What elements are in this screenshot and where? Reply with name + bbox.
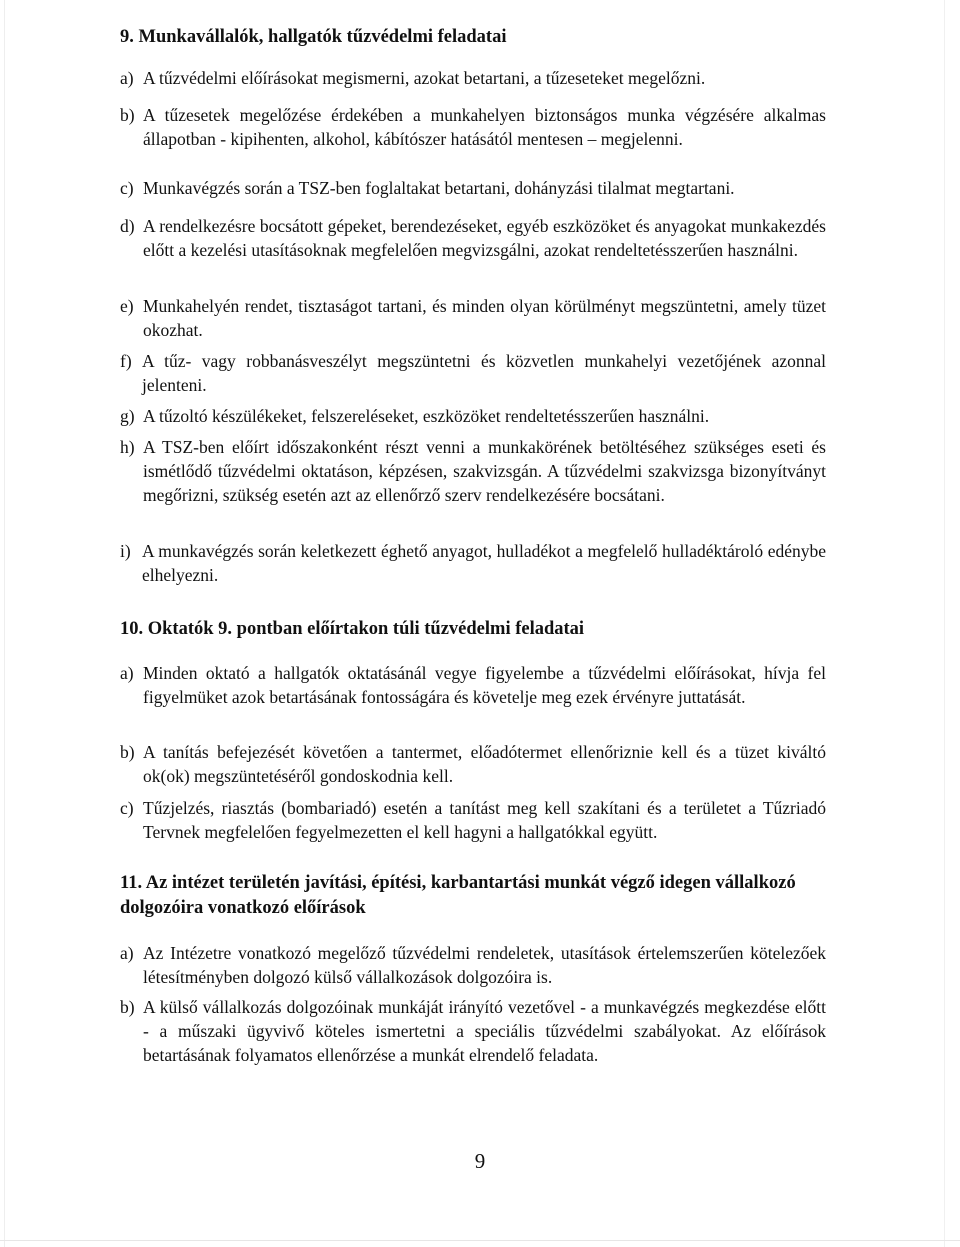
item-text: Az Intézetre vonatkozó megelőző tűzvédelmi rendeletek, utasítások értelemszerűen kötelezőek létesítményben dolgozó külső vállalkozások dolgozóira is. [143,943,826,987]
item-text: A TSZ-ben előírt időszakonként részt venni a munkakörének betöltéséhez szükséges eseti és ismétlődő tűzvédelmi oktatáson, képzésen, szakvizsgán. A tűzvédelmi szakvizsga bizonyítványt megőrizni, szükség esetén azt az ellenőrző szerv rendelkezésére bocsátani. [143,437,826,505]
list-item [120,435,826,507]
item-label: e) [120,296,134,316]
list-item [120,796,826,844]
item-text: A tanítás befejezését követően a tantermet, előadótermet ellenőriznie kell és a tüzet kiváltó ok(ok) megszüntetéséről gondoskodnia kell. [143,742,826,786]
section-heading: 11. Az intézet területén javítási, építési, karbantartási munkát végző idegen vállalkozó dolgozóira vonatkozó előírások [120,873,796,918]
item-label: b) [120,105,135,125]
scan-edge-bottom [0,1240,960,1241]
item-text: A rendelkezésre bocsátott gépeket, berendezéseket, egyéb eszközöket és anyagokat munkakezdés előtt a kezelési utasításoknak megfelelően megvizsgálni, azokat rendeltetésszerűen használni. [143,216,826,260]
list-item [120,941,826,989]
item-label: a) [120,663,134,683]
item-label: h) [120,437,135,457]
item-label: c) [120,798,134,818]
list-item [120,404,826,428]
item-text: Minden oktató a hallgatók oktatásánál vegye figyelembe a tűzvédelmi előírásokat, hívja fel figyelmüket azok betartásának fontosságára és követelje meg ezek érvényre juttatását. [143,663,826,707]
list-item [120,539,826,587]
scan-edge-right [944,0,945,1247]
list-item [120,740,826,788]
item-text: A külső vállalkozás dolgozóinak munkáját irányító vezetővel - a munkavégzés megkezdése előtt - a műszaki ügyvivő köteles ismertetni a speciális tűzvédelmi szabályokat. Az előírások betartásának folyamatos ellenőrzése a munkát elrendelő feladata. [143,997,826,1065]
list-item [120,176,826,200]
item-text: A tűzvédelmi előírásokat megismerni, azokat betartani, a tűzeseteket megelőzni. [143,68,706,88]
item-label: d) [120,216,135,236]
page-number: 9 [474,1149,486,1173]
list-item [120,214,826,262]
item-text: Munkahelyén rendet, tisztaságot tartani, és minden olyan körülményt megszüntetni, amely tüzet okozhat. [143,296,826,340]
item-label: a) [120,943,134,963]
list-item [120,995,826,1067]
item-label: i) [120,541,131,561]
list-item [120,294,826,342]
list-item [120,661,826,709]
list-item [120,349,826,397]
item-text: Tűzjelzés, riasztás (bombariadó) esetén a tanítást meg kell szakítani és a területet a Tűzriadó Tervnek megfelelően fegyelmezetten el kell hagyni a hallgatókkal együtt. [143,798,826,842]
item-text: Munkavégzés során a TSZ-ben foglaltakat betartani, dohányzási tilalmat megtartani. [143,178,735,198]
item-label: b) [120,997,135,1017]
item-text: A munkavégzés során keletkezett éghető anyagot, hulladékot a megfelelő hulladéktároló edénybe elhelyezni. [142,541,826,585]
list-item [120,66,826,90]
scan-edge-left [4,0,5,1247]
item-label: c) [120,178,134,198]
section-heading: 9. Munkavállalók, hallgatók tűzvédelmi feladatai [120,27,507,47]
item-text: A tűzesetek megelőzése érdekében a munkahelyen biztonságos munka végzésére alkalmas állapotban - kipihenten, alkohol, kábítószer hatásától mentesen – megjelenni. [143,105,826,149]
section-heading: 10. Oktatók 9. pontban előírtakon túli tűzvédelmi feladatai [120,619,585,639]
item-text: A tűz- vagy robbanásveszélyt megszüntetni és közvetlen munkahelyi vezetőjének azonnal jelenteni. [142,351,826,395]
item-label: b) [120,742,135,762]
item-label: g) [120,406,135,426]
item-label: a) [120,68,134,88]
item-label: f) [120,351,132,371]
list-item [120,103,826,151]
item-text: A tűzoltó készülékeket, felszereléseket, eszközöket rendeltetésszerűen használni. [143,406,710,426]
